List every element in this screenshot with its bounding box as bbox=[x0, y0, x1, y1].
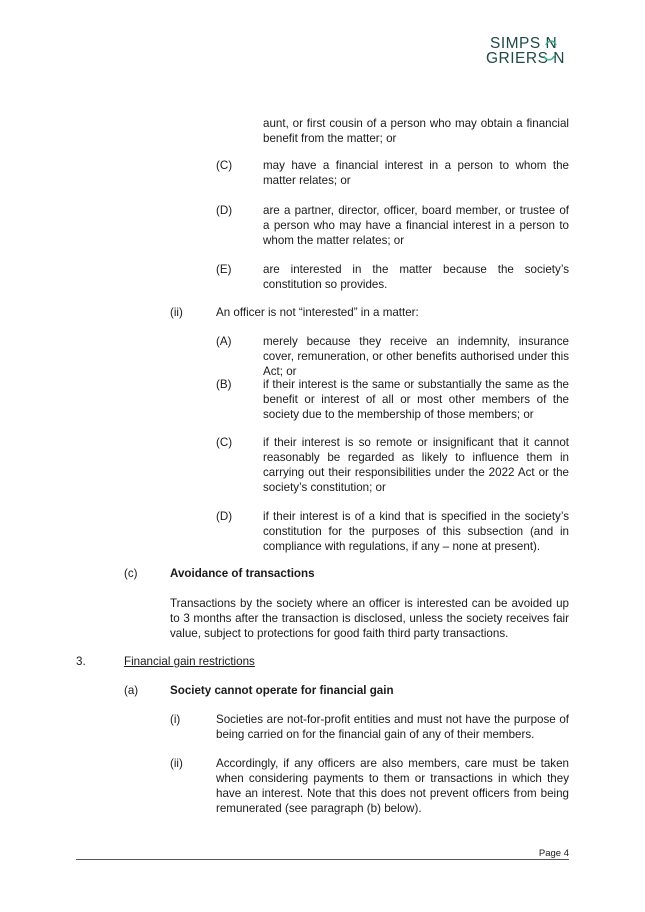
item-label-C2: (C) bbox=[216, 436, 233, 449]
logo-line-1: SIMPS N bbox=[490, 35, 558, 52]
item-text-E: are interested in the matter because the society’s constitution so provides. bbox=[263, 263, 569, 291]
item-text-B: if their interest is the same or substantially the same as the benefit or interest of all or most other members of the society due to the membership of those members; or bbox=[263, 378, 569, 421]
logo-o-mark-icon bbox=[544, 36, 558, 50]
item-label-A: (A) bbox=[216, 335, 232, 348]
item-label-B: (B) bbox=[216, 378, 232, 391]
item-label-D2: (D) bbox=[216, 510, 233, 523]
paragraph-avoidance: Transactions by the society where an officer is interested can be avoided up to 3 months after the transaction is disclosed, unless the society receives fair value, subject to protections for good faith third party transactions. bbox=[170, 597, 569, 640]
simpson-grierson-logo bbox=[486, 36, 572, 68]
page-number: Page 4 bbox=[538, 848, 569, 859]
item-label-i: (i) bbox=[170, 713, 181, 726]
item-text-i: Societies are not-for-profit entities and must not have the purpose of being carried on for the financial gain of any of their members. bbox=[216, 713, 569, 741]
item-label-ii-2: (ii) bbox=[170, 757, 183, 770]
item-text-A: merely because they receive an indemnity, insurance cover, remuneration, or other benefits authorised under this Act; or bbox=[263, 335, 569, 378]
item-label-ii: (ii) bbox=[170, 306, 183, 319]
item-text-ii: An officer is not “interested” in a matter: bbox=[216, 306, 419, 319]
item-text-D2: if their interest is of a kind that is specified in the society’s constitution for the purposes of this subsection (and in compliance with regulations, if any – none at present). bbox=[263, 510, 569, 553]
item-text-C: may have a financial interest in a person to whom the matter relates; or bbox=[263, 159, 569, 187]
item-text-C2: if their interest is so remote or insignificant that it cannot reasonably be regarded as likely to influence them in carrying out their responsibilities under the 2022 Act or the society’s constitution; or bbox=[263, 436, 569, 494]
item-label-E: (E) bbox=[216, 263, 232, 276]
heading-society-cannot-operate: Society cannot operate for financial gain bbox=[170, 684, 394, 697]
logo-line-2: GRIERS N bbox=[486, 50, 565, 67]
paragraph-continuation: aunt, or first cousin of a person who may obtain a financial benefit from the matter; or bbox=[263, 117, 569, 145]
logo-o-mark-icon bbox=[542, 51, 556, 65]
item-label-D: (D) bbox=[216, 204, 233, 217]
item-text-ii-2: Accordingly, if any officers are also members, care must be taken when considering payments to them or transactions in which they have an interest. Note that this does not prevent officers from being remunerated (see paragraph (b) below). bbox=[216, 757, 569, 815]
item-label-a: (a) bbox=[124, 684, 139, 697]
section-number-3: 3. bbox=[76, 655, 86, 668]
item-text-D: are a partner, director, officer, board member, or trustee of a person who may have a financial interest in a person to whom the matter relates; or bbox=[263, 204, 569, 247]
footer-rule bbox=[76, 859, 569, 860]
item-label-C: (C) bbox=[216, 159, 233, 172]
heading-avoidance-of-transactions: Avoidance of transactions bbox=[170, 567, 315, 580]
section-heading-financial-gain: Financial gain restrictions bbox=[124, 655, 255, 668]
item-label-c: (c) bbox=[124, 567, 138, 580]
